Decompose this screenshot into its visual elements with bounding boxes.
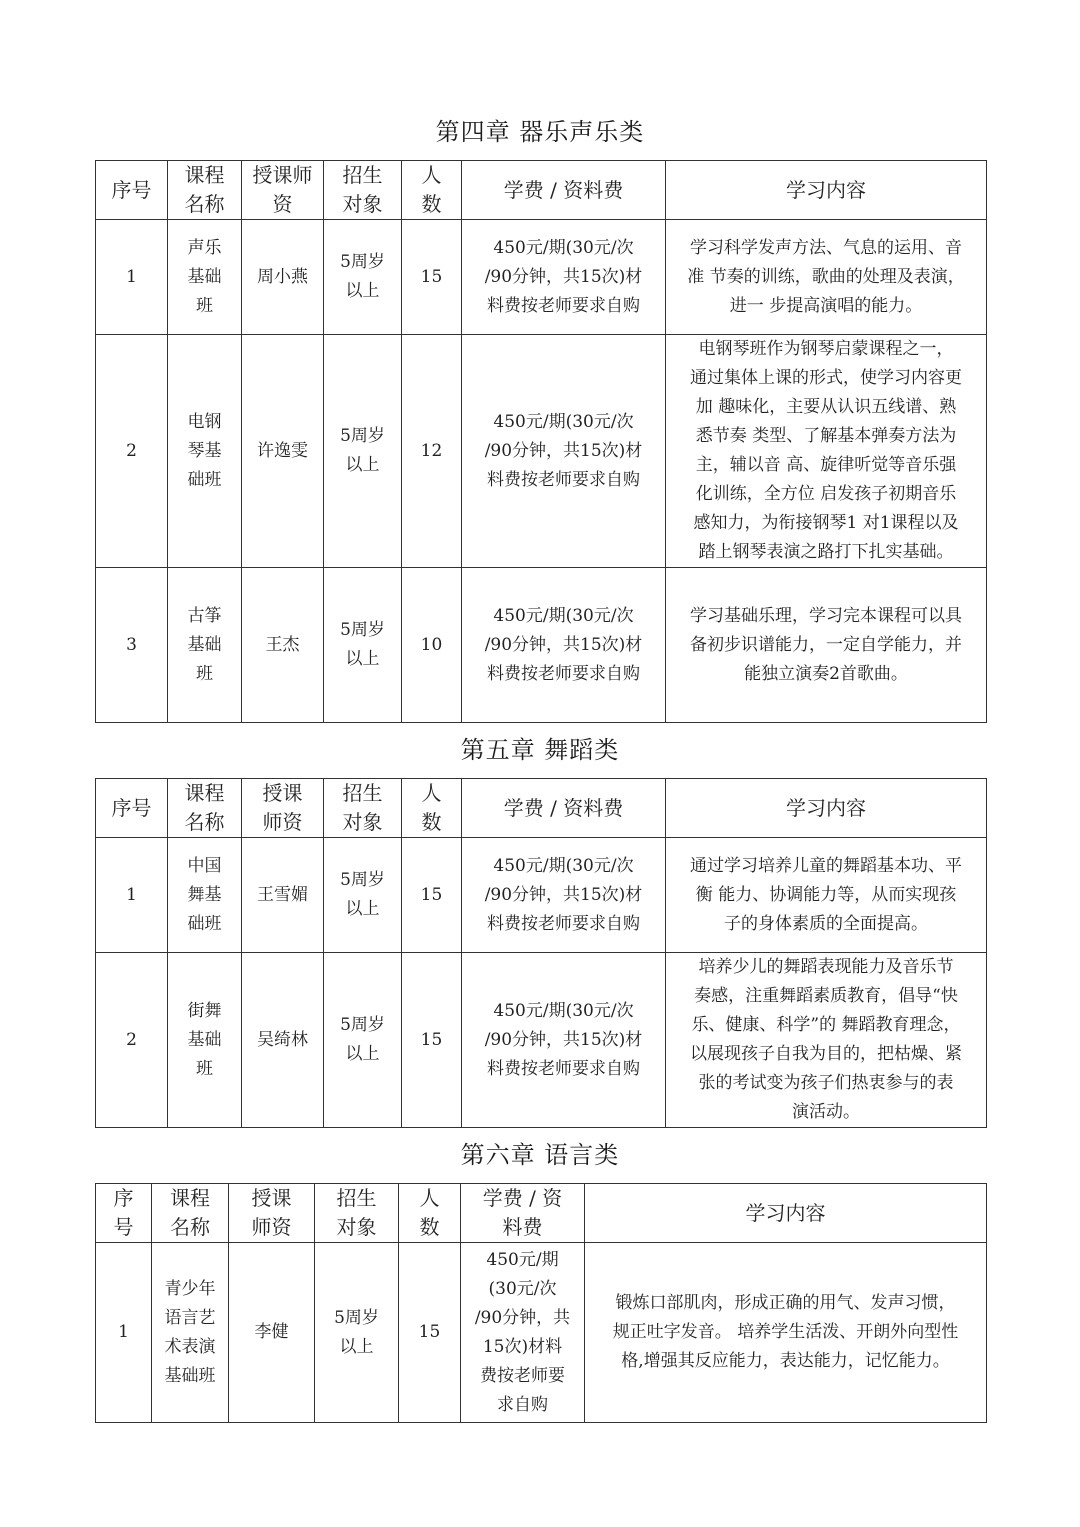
cell-count: 15 [402, 220, 462, 335]
cell-fee: 450元/期(30元/次 /90分钟，共15次)材 料费按老师要求自购 [462, 953, 666, 1128]
course-table [95, 1183, 987, 1423]
cell-target: 5周岁 以上 [324, 838, 402, 953]
cell-count: 15 [402, 838, 462, 953]
cell-fee: 450元/期 (30元/次 /90分钟，共 15次)材料 费按老师要 求自购 [461, 1243, 585, 1423]
cell-count: 15 [399, 1243, 461, 1423]
cell-target: 5周岁 以上 [324, 568, 402, 723]
cell-target: 5周岁 以上 [324, 335, 402, 568]
cell-count: 10 [402, 568, 462, 723]
header-fee: 学费 / 资料费 [462, 779, 666, 838]
cell-teacher: 王杰 [242, 568, 324, 723]
table-row [96, 838, 987, 953]
cell-teacher: 许逸雯 [242, 335, 324, 568]
cell-name: 古筝 基础 班 [168, 568, 242, 723]
header-teacher: 授课 师资 [242, 779, 324, 838]
cell-fee: 450元/期(30元/次 /90分钟，共15次)材 料费按老师要求自购 [462, 220, 666, 335]
header-teacher: 授课 师资 [229, 1184, 315, 1243]
header-count: 人 数 [402, 161, 462, 220]
cell-no: 2 [96, 335, 168, 568]
course-table [95, 160, 987, 723]
cell-content: 学习科学发声方法、气息的运用、音 准 节奏的训练，歌曲的处理及表演， 进一 步提高演唱的能力。 [666, 220, 987, 335]
cell-teacher: 周小燕 [242, 220, 324, 335]
cell-no: 3 [96, 568, 168, 723]
header-content: 学习内容 [585, 1184, 987, 1243]
cell-content: 电钢琴班作为钢琴启蒙课程之一， 通过集体上课的形式，使学习内容更 加 趣味化，主要从认识五线谱、熟 悉节奏 类型、了解基本弹奏方法为 主，辅以音 高、旋律听觉等音乐强 化训练，全方位 启发孩子初期音乐 感知力，为衔接钢琴1 对1课程以及 踏上钢琴表演之路打下扎实基础。 [666, 335, 987, 568]
table-row [96, 1243, 987, 1423]
header-fee: 学费 / 资料费 [462, 161, 666, 220]
cell-no: 1 [96, 220, 168, 335]
table-row [96, 220, 987, 335]
header-fee: 学费 / 资 料费 [461, 1184, 585, 1243]
header-content: 学习内容 [666, 161, 987, 220]
header-no: 序号 [96, 161, 168, 220]
header-target: 招生 对象 [315, 1184, 399, 1243]
header-teacher: 授课师 资 [242, 161, 324, 220]
header-target: 招生 对象 [324, 161, 402, 220]
cell-count: 15 [402, 953, 462, 1128]
header-count: 人 数 [402, 779, 462, 838]
cell-name: 电钢 琴基 础班 [168, 335, 242, 568]
chapter-title: 第四章 器乐声乐类 [435, 118, 645, 146]
cell-content: 通过学习培养儿童的舞蹈基本功、平 衡 能力、协调能力等，从而实现孩 子的身体素质的全面提高。 [666, 838, 987, 953]
cell-count: 12 [402, 335, 462, 568]
cell-fee: 450元/期(30元/次 /90分钟，共15次)材 料费按老师要求自购 [462, 568, 666, 723]
cell-no: 2 [96, 953, 168, 1128]
header-no: 序 号 [96, 1184, 152, 1243]
cell-content: 锻炼口部肌肉，形成正确的用气、发声习惯， 规正吐字发音。 培养学生活泼、开朗外向型性 格,增强其反应能力，表达能力，记忆能力。 [585, 1243, 987, 1423]
cell-fee: 450元/期(30元/次 /90分钟，共15次)材 料费按老师要求自购 [462, 838, 666, 953]
cell-target: 5周岁 以上 [315, 1243, 399, 1423]
header-count: 人 数 [399, 1184, 461, 1243]
cell-name: 中国 舞基 础班 [168, 838, 242, 953]
cell-no: 1 [96, 838, 168, 953]
cell-name: 声乐 基础 班 [168, 220, 242, 335]
table-row [96, 335, 987, 568]
cell-name: 青少年 语言艺 术表演 基础班 [152, 1243, 229, 1423]
cell-target: 5周岁 以上 [324, 953, 402, 1128]
course-table [95, 778, 987, 1128]
header-name: 课程 名称 [168, 779, 242, 838]
cell-fee: 450元/期(30元/次 /90分钟，共15次)材 料费按老师要求自购 [462, 335, 666, 568]
cell-teacher: 李健 [229, 1243, 315, 1423]
cell-target: 5周岁 以上 [324, 220, 402, 335]
cell-name: 街舞 基础 班 [168, 953, 242, 1128]
chapter-title: 第五章 舞蹈类 [460, 736, 620, 764]
cell-content: 培养少儿的舞蹈表现能力及音乐节 奏感，注重舞蹈素质教育，倡导“快 乐、健康、科学”的 舞蹈教育理念， 以展现孩子自我为目的，把枯燥、紧 张的考试变为孩子们热衷参与的表 演活动。 [666, 953, 987, 1128]
header-target: 招生 对象 [324, 779, 402, 838]
table-row [96, 568, 987, 723]
cell-teacher: 吴绮林 [242, 953, 324, 1128]
table-row [96, 953, 987, 1128]
header-name: 课程 名称 [168, 161, 242, 220]
cell-teacher: 王雪媚 [242, 838, 324, 953]
cell-no: 1 [96, 1243, 152, 1423]
header-content: 学习内容 [666, 779, 987, 838]
header-no: 序号 [96, 779, 168, 838]
chapter-title: 第六章 语言类 [460, 1141, 620, 1169]
cell-content: 学习基础乐理，学习完本课程可以具 备初步识谱能力，一定自学能力，并 能独立演奏2首歌曲。 [666, 568, 987, 723]
header-name: 课程 名称 [152, 1184, 229, 1243]
